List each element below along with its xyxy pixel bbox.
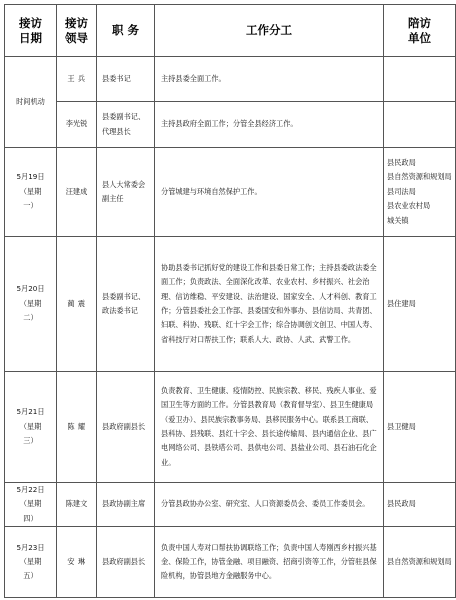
date-cell: 时间机动 bbox=[5, 57, 57, 148]
table-row bbox=[5, 148, 456, 237]
position-cell: 县政府副县长 bbox=[97, 372, 155, 483]
position-cell: 县政府副县长 bbox=[97, 527, 155, 598]
leader-cell: 蔺 震 bbox=[57, 237, 97, 372]
position-cell: 县委书记 bbox=[97, 57, 155, 102]
table-row bbox=[5, 57, 456, 102]
date-cell: 5月22日（星期四） bbox=[5, 483, 57, 527]
division-cell: 协助县委书记抓好党的建设工作和县委日常工作；主持县委政法委全面工作；负责政法、全面深化改革、农业农村、乡村振兴、社会治理、信访维稳、平安建设、法治建设、国家安全、人才科创、教育工作；分管县委社会工作部、县委国安和外事办、县信访局、共青团、妇联、科协、残联、红十字会工作；综合协调创文创卫、中国人寿、省科技厅对口帮扶工作；联系人大、政协、人武、武警工作。 bbox=[155, 237, 384, 372]
accompany-cell: 县自然资源和规划局 bbox=[384, 527, 456, 598]
leader-cell: 陈 耀 bbox=[57, 372, 97, 483]
reception-schedule-table bbox=[4, 4, 456, 598]
table-row bbox=[5, 102, 456, 148]
accompany-cell bbox=[384, 102, 456, 148]
position-cell: 县政协副主席 bbox=[97, 483, 155, 527]
accompany-cell: 县卫健局 bbox=[384, 372, 456, 483]
position-cell: 县委副书记、代理县长 bbox=[97, 102, 155, 148]
accompany-cell: 县民政局 县自然资源和规划局 县司法局 县农业农村局 城关镇 bbox=[384, 148, 456, 237]
position-cell: 县委副书记、政法委书记 bbox=[97, 237, 155, 372]
leader-cell: 陈建文 bbox=[57, 483, 97, 527]
division-cell: 主持县政府全面工作；分管全县经济工作。 bbox=[155, 102, 384, 148]
table-row bbox=[5, 527, 456, 598]
accompany-cell bbox=[384, 57, 456, 102]
accompany-cell: 县民政局 bbox=[384, 483, 456, 527]
header-position: 职 务 bbox=[97, 5, 155, 57]
table-row bbox=[5, 372, 456, 483]
date-cell: 5月19日（星期一） bbox=[5, 148, 57, 237]
leader-cell: 李光锐 bbox=[57, 102, 97, 148]
date-cell: 5月23日（星期五） bbox=[5, 527, 57, 598]
header-division: 工作分工 bbox=[155, 5, 384, 57]
division-cell: 分管县政协办公室、研究室、人口资源委员会、委员工作委员会。 bbox=[155, 483, 384, 527]
table-row bbox=[5, 483, 456, 527]
header-accompany: 陪访单位 bbox=[384, 5, 456, 57]
date-cell: 5月21日（星期三） bbox=[5, 372, 57, 483]
leader-cell: 安 琳 bbox=[57, 527, 97, 598]
leader-cell: 汪建成 bbox=[57, 148, 97, 237]
division-cell: 分管城建与环境自然保护工作。 bbox=[155, 148, 384, 237]
division-cell: 负责中国人寿对口帮扶协调联络工作；负责中国人寿刚西乡村振兴基金、保险工作，协管金融、项目融资、招商引资等工作，分管驻县保险机构，协管县地方金融服务中心。 bbox=[155, 527, 384, 598]
division-cell: 主持县委全面工作。 bbox=[155, 57, 384, 102]
header-leader: 接访领导 bbox=[57, 5, 97, 57]
date-cell: 5月20日（星期二） bbox=[5, 237, 57, 372]
accompany-cell: 县住建局 bbox=[384, 237, 456, 372]
division-cell: 负责教育、卫生健康、疫情防控、民族宗教、移民、残疾人事业、爱国卫生等方面的工作。分管县教育局（教育督导室）、县卫生健康局（爱卫办）、县民族宗教事务局、县移民服务中心。联系县工商联、县科协、县残联、县红十字会、县长途传输局、县内通信企业、县广电网络公司、县铁塔公司、县供电公司、县盐业公司、县石油石化企业。 bbox=[155, 372, 384, 483]
leader-cell: 王 兵 bbox=[57, 57, 97, 102]
position-cell: 县人大常委会副主任 bbox=[97, 148, 155, 237]
table-row bbox=[5, 237, 456, 372]
header-row bbox=[5, 5, 456, 57]
header-date: 接访日期 bbox=[5, 5, 57, 57]
